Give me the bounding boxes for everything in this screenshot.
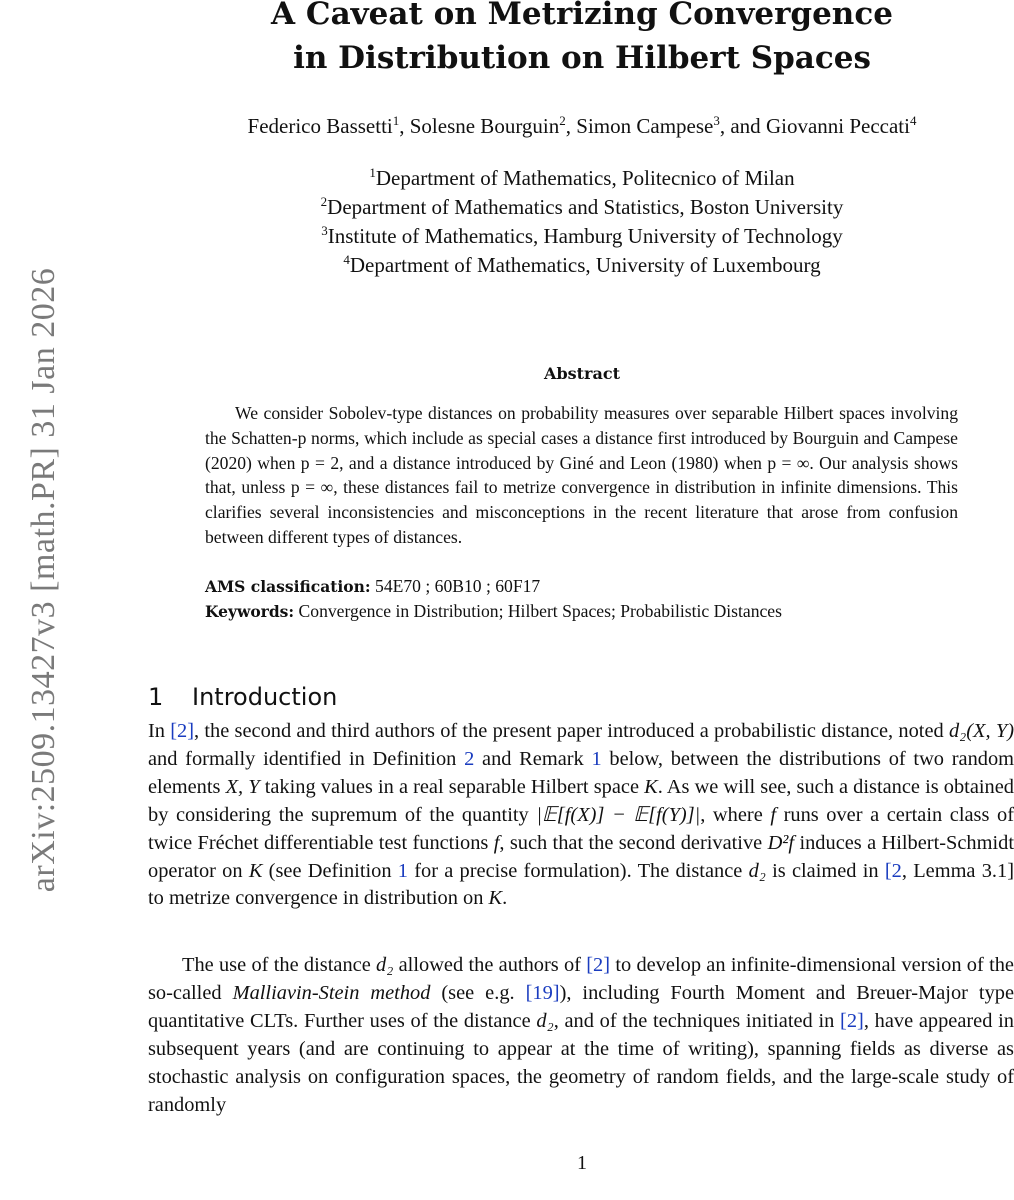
affiliation-item xyxy=(148,164,1014,193)
ams-label: AMS classification: xyxy=(205,577,371,596)
text-run: to metrize convergence in distribution on xyxy=(148,887,489,910)
author-name: Federico Bassetti xyxy=(247,114,393,138)
text-run: In xyxy=(148,720,171,742)
intro-paragraph-1 xyxy=(148,718,1014,913)
author-name: Solesne Bourguin xyxy=(409,114,560,138)
arxiv-identifier-stamp: arXiv:2509.13427v3 [math.PR] 31 Jan 2026 xyxy=(25,267,62,893)
author-affiliation-mark: 2 xyxy=(559,113,566,128)
text-run: and formally identified in Definition xyxy=(148,747,465,770)
affiliation-text: Department of Mathematics and Statistics, Boston University xyxy=(327,195,844,219)
math-expression: d₂ xyxy=(376,954,394,976)
math-expression: X, Y xyxy=(225,775,260,798)
text-run: is claimed in xyxy=(765,859,885,882)
author-list xyxy=(148,114,1014,139)
citation-link[interactable]: [19] xyxy=(525,981,560,1004)
text-run: to develop an infinite-dimensional version of the so-called xyxy=(148,954,1014,1004)
math-expression: d₂(X, Y) xyxy=(948,720,1014,742)
author-name: Giovanni Peccati xyxy=(765,114,910,138)
affiliation-text: Department of Mathematics, University of Luxembourg xyxy=(349,253,821,277)
text-run: (see e.g. xyxy=(430,981,526,1004)
text-run: for a precise formulation). The distance xyxy=(408,859,749,882)
affiliation-mark: 1 xyxy=(369,165,376,180)
title-line-2: in Distribution on Hilbert Spaces xyxy=(293,40,871,76)
text-run: runs over a certain class of twice Fréchet differentiable test functions xyxy=(148,803,1014,854)
author-separator: , xyxy=(565,114,577,138)
paper-title xyxy=(148,0,1014,80)
math-expression: f xyxy=(770,803,776,826)
affiliation-text: Institute of Mathematics, Hamburg University of Technology xyxy=(327,224,843,248)
affiliation-mark: 2 xyxy=(320,194,328,209)
text-run: below, between the distributions of two random elements xyxy=(148,747,1014,798)
author-separator: , and xyxy=(719,114,766,138)
text-run: The use of the distance xyxy=(182,954,377,976)
keywords-label: Keywords: xyxy=(205,602,295,621)
text-run: , where xyxy=(700,803,771,826)
abstract-heading: Abstract xyxy=(544,364,620,383)
text-run: ), including Fourth Moment and Breuer-Major type quantitative CLTs. Further uses of the distance xyxy=(148,981,1014,1032)
math-expression: |𝔼[f(X)] − 𝔼[f(Y)]| xyxy=(536,803,701,826)
citation-link[interactable]: [2 xyxy=(884,859,902,882)
text-run: . As we will see, such a distance is obtained by considering the supremum of the quantity xyxy=(148,775,1014,826)
author-name: Simon Campese xyxy=(576,114,714,138)
author-separator: , xyxy=(399,114,410,138)
text-run: and Remark xyxy=(474,747,592,770)
text-run: (see Definition xyxy=(262,859,398,882)
section-number: 1 xyxy=(148,682,164,711)
definition-link[interactable]: 2 xyxy=(464,747,475,770)
affiliation-mark: 3 xyxy=(321,223,328,238)
math-expression: D²f xyxy=(767,831,795,854)
affiliation-list xyxy=(148,164,1014,280)
affiliation-mark: 4 xyxy=(343,252,350,267)
keywords xyxy=(205,599,965,624)
math-expression: f xyxy=(493,831,500,854)
emphasis-text: Malliavin-Stein method xyxy=(232,981,431,1004)
intro-paragraph-2 xyxy=(148,952,1014,1119)
text-run: induces a Hilbert-Schmidt operator on xyxy=(148,831,1014,882)
definition-link[interactable]: 1 xyxy=(397,859,408,882)
section-title-text: Introduction xyxy=(192,682,338,711)
text-run: , and of the techniques initiated in xyxy=(553,1009,841,1032)
text-run: taking values in a real separable Hilbert space xyxy=(259,775,645,798)
paper-page xyxy=(148,0,1014,1174)
text-run: , the second and third authors of the present paper introduced a probabilistic distance, noted xyxy=(194,720,949,742)
affiliation-item xyxy=(148,193,1014,222)
citation-link[interactable]: [2] xyxy=(586,954,611,976)
abstract-text: We consider Sobolev-type distances on probability measures over separable Hilbert spaces involving the Schatten-p norms, which include as special cases a distance first introduced by Bourguin and Campese (2020) when p = 2, and a distance introduced by Giné and Leon (1980) when p = ∞. Our analysis shows that, unless p = ∞, these distances fail to metrize convergence in distribution in infinite dimensions. This clarifies several inconsistencies and misconceptions in the recent literature that arose from confusion between different types of distances. xyxy=(205,403,958,547)
title-line-1: A Caveat on Metrizing Convergence xyxy=(271,0,893,32)
citation-link[interactable]: [2] xyxy=(170,720,195,742)
math-expression: K xyxy=(248,859,263,882)
keywords-value: Convergence in Distribution; Hilbert Spaces; Probabilistic Distances xyxy=(298,601,782,621)
page-number: 1 xyxy=(577,1152,587,1174)
math-expression: d₂ xyxy=(748,859,766,882)
affiliation-text: Department of Mathematics, Politecnico of Milan xyxy=(375,166,795,190)
ams-value: 54E70 ; 60B10 ; 60F17 xyxy=(375,576,541,596)
author-affiliation-mark: 4 xyxy=(909,113,917,128)
author-affiliation-mark: 3 xyxy=(713,113,720,128)
text-run: allowed the authors of xyxy=(393,954,587,976)
affiliation-item xyxy=(148,251,1014,280)
author-affiliation-mark: 1 xyxy=(392,113,400,128)
ams-classification xyxy=(205,574,965,599)
remark-link[interactable]: 1 xyxy=(591,747,602,770)
math-expression: d₂ xyxy=(536,1009,554,1032)
math-expression: K xyxy=(488,887,503,910)
section-heading-introduction xyxy=(148,683,337,711)
text-run: , have appeared in subsequent years (and are continuing to appear at the time of writing), spanning fields as diverse as stochastic analysis on configuration spaces, the geometry of random fields, and the large-scale study of randomly xyxy=(148,1009,1014,1116)
math-expression: K xyxy=(644,775,658,798)
citation-link[interactable]: [2] xyxy=(840,1009,864,1032)
text-run: , such that the second derivative xyxy=(499,831,768,854)
affiliation-item xyxy=(148,222,1014,251)
text-run: . xyxy=(502,887,508,910)
text-run: , Lemma 3.1] xyxy=(901,859,1014,882)
